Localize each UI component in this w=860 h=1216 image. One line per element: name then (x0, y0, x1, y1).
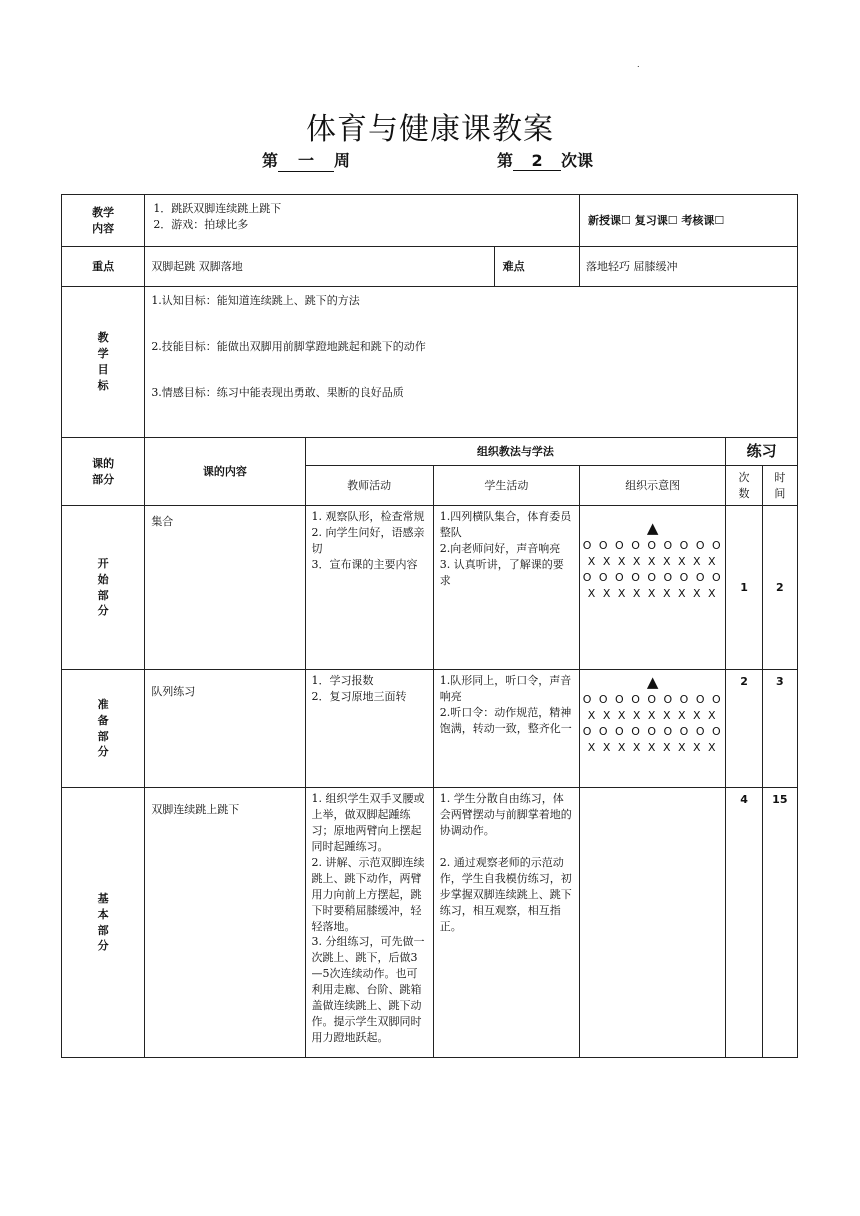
difficulty-value: 落地轻巧 屈膝缓冲 (580, 247, 798, 287)
formation-row-o: O O O O O O O O O (582, 724, 723, 738)
section-teacher-activity: 1．学习报数 2．复习原地三面转 (305, 670, 433, 788)
section-content: 队列练习 (145, 670, 305, 788)
formation-diagram-empty (580, 788, 726, 1058)
teacher-header: 教师活动 (305, 466, 433, 506)
lesson-label: 第 2 次课 (497, 151, 594, 170)
goal-item: 2.技能目标：能做出双脚用前脚掌蹬地跳起和跳下的动作 (151, 340, 426, 353)
key-point-label: 重点 (62, 247, 145, 287)
section-times: 2 (726, 670, 762, 788)
section-content: 双脚连续跳上跳下 (145, 788, 305, 1058)
section-part: 准备部分 (62, 670, 145, 788)
formation-row-x: X X X X X X X X X (587, 554, 718, 568)
formation-diagram (580, 670, 726, 788)
student-header: 学生活动 (433, 466, 579, 506)
goals-list (145, 287, 798, 438)
corner-dot: . (637, 60, 640, 69)
section-times: 4 (726, 788, 762, 1058)
teaching-content-item: 2．游戏：拍球比多 (153, 217, 249, 231)
difficulty-label: 难点 (494, 247, 579, 287)
section-duration: 2 (762, 506, 797, 670)
section-student-activity: 1. 学生分散自由练习，体会两臂摆动与前脚掌着地的协调动作。 2. 通过观察老师的示范动作，学生自我模仿练习，初步掌握双脚连续跳上、跳下练习，相互观察，相互指正。 (433, 788, 579, 1058)
week-value: 一 (278, 148, 334, 172)
section-part: 基本部分 (62, 788, 145, 1058)
goal-item: 1.认知目标：能知道连续跳上、跳下的方法 (151, 294, 360, 307)
key-point-value: 双脚起跳 双脚落地 (145, 247, 494, 287)
teacher-triangle-icon: ▲ (646, 519, 659, 537)
week-label: 第 一 周 (262, 148, 350, 172)
formation-row-x: X X X X X X X X X (587, 708, 718, 722)
lesson-value: 2 (513, 151, 561, 171)
practice-header: 练习 (726, 438, 798, 466)
formation-row-x: X X X X X X X X X (587, 740, 718, 754)
methods-header: 组织教法与学法 (305, 438, 726, 466)
formation-diagram (580, 506, 726, 670)
teaching-content-items (145, 195, 580, 247)
section-duration: 3 (762, 670, 797, 788)
section-teacher-activity: 1. 组织学生双手叉腰或上举，做双脚起踵练习；原地两臂向上摆起同时起踵练习。 2. 讲解、示范双脚连续跳上、跳下动作，两臂用力向前上方摆起，跳下时要稍屈膝缓冲，轻轻落地。 3. 分组练习，可先做一次跳上、跳下，后做3—5次连续动作。也可利用走廊、台阶、跳箱盖做连续跳上、跳下动作。提示学生双脚同时用力蹬地跃起。 (305, 788, 433, 1058)
page-title: 体育与健康课教案 (306, 112, 554, 147)
part-header: 课的部分 (62, 438, 145, 506)
times-header: 次数 (726, 466, 762, 506)
section-duration: 15 (762, 788, 797, 1058)
section-student-activity: 1.四列横队集合，体育委员整队 2.向老师问好，声音响亮 3. 认真听讲，了解课的要求 (433, 506, 579, 670)
teaching-content-item: 1．跳跃双脚连续跳上跳下 (153, 202, 282, 215)
teacher-triangle-icon: ▲ (646, 673, 659, 691)
section-times: 1 (726, 506, 762, 670)
duration-header: 时间 (762, 466, 797, 506)
teaching-content-label: 教学内容 (62, 195, 145, 247)
lesson-plan-table (61, 194, 798, 1058)
goal-item: 3.情感目标：练习中能表现出勇敢、果断的良好品质 (151, 386, 404, 399)
section-part: 开始部分 (62, 506, 145, 670)
formation-row-o: O O O O O O O O O (582, 693, 723, 706)
section-content: 集合 (145, 506, 305, 670)
diagram-header: 组织示意图 (580, 466, 726, 506)
section-student-activity: 1.队形同上，听口令，声音响亮 2.听口令：动作规范，精神饱满，转动一致，整齐化一 (433, 670, 579, 788)
content-header: 课的内容 (145, 438, 305, 506)
goals-label: 教学目标 (62, 287, 145, 438)
week-lesson-line (0, 148, 860, 172)
lesson-type-checkboxes: 新授课☐ 复习课☐ 考核课☐ (580, 195, 798, 247)
formation-row-o: O O O O O O O O O (582, 539, 723, 552)
formation-row-o: O O O O O O O O O (582, 570, 723, 584)
formation-row-x: X X X X X X X X X (587, 586, 718, 600)
section-teacher-activity: 1. 观察队形，检查常规 2. 向学生问好，语感亲切 3．宣布课的主要内容 (305, 506, 433, 670)
